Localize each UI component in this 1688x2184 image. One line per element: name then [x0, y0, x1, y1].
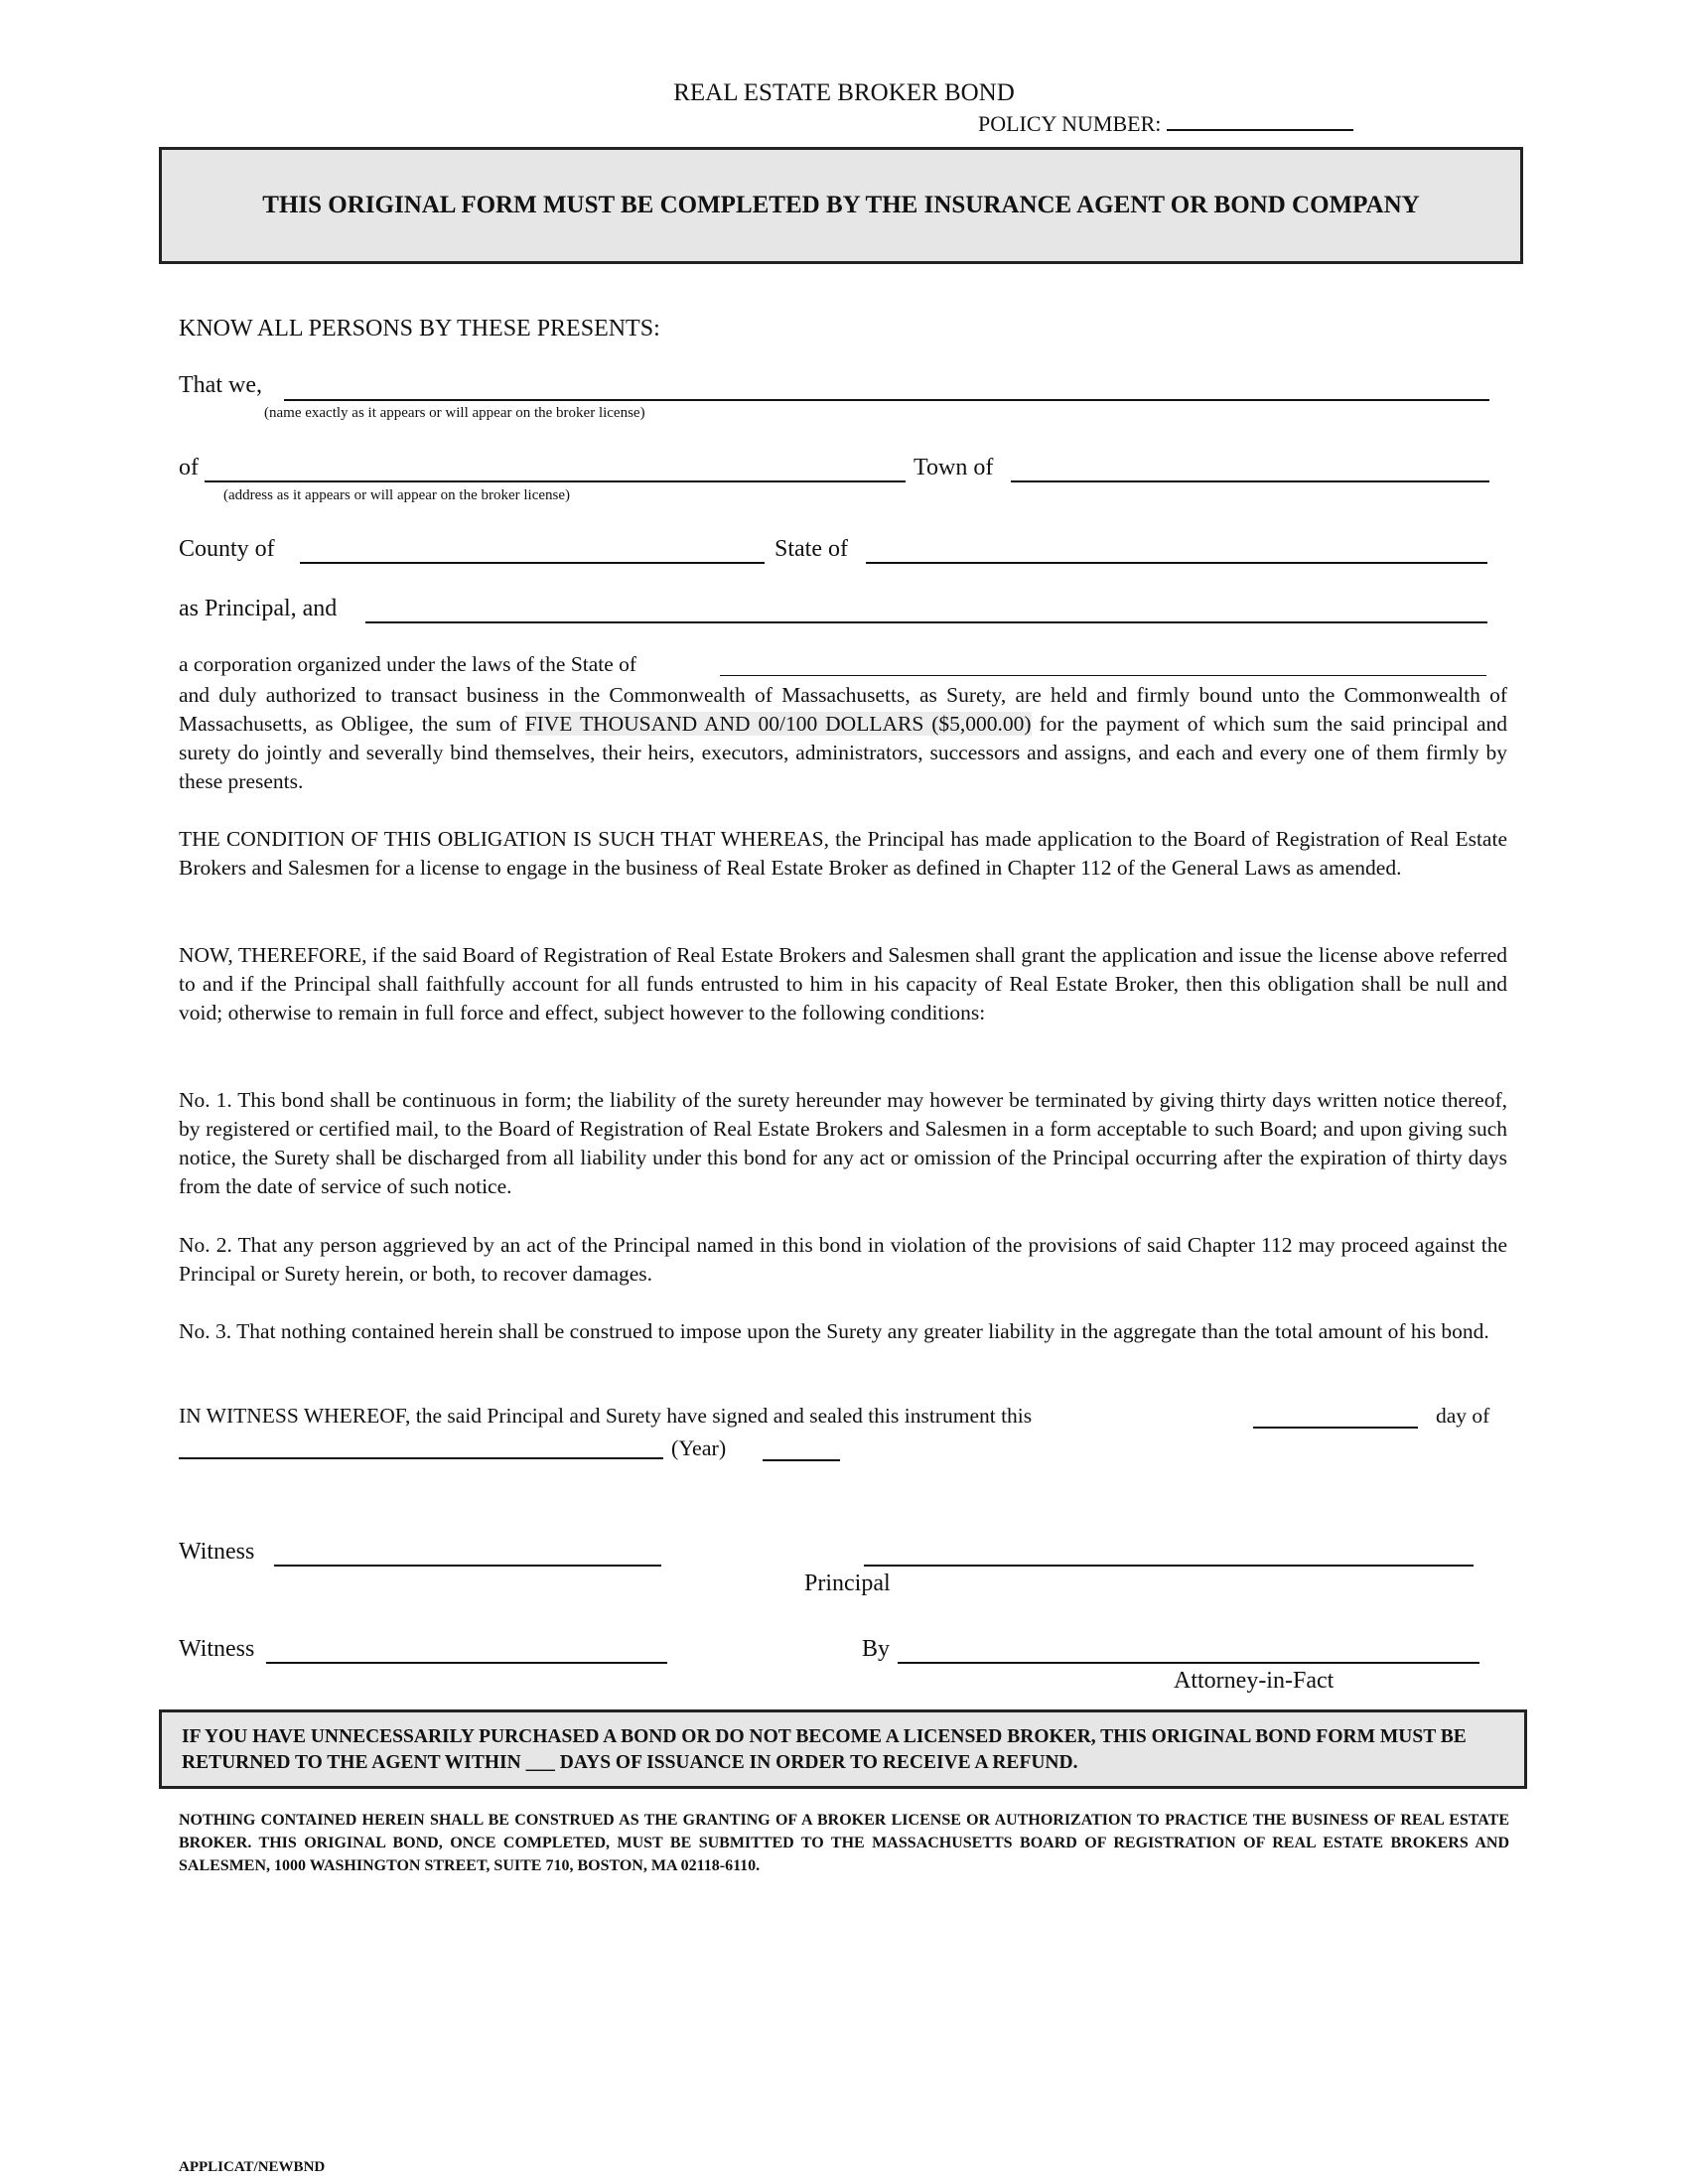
corp-line-label: a corporation organized under the laws of the State of — [179, 652, 637, 676]
refund-notice-box — [159, 1709, 1527, 1789]
obligation-text-b: for the payment of which sum the said principal and surety do jointly and severally bind themselves, their heirs, executors, administrators, successors and assigns, and each and every one of them firmly by these presents. — [179, 712, 1508, 793]
policy-number-field[interactable] — [1167, 109, 1353, 131]
county-field[interactable] — [300, 540, 765, 564]
day-field[interactable] — [1253, 1407, 1418, 1429]
policy-number-label: POLICY NUMBER: — [978, 111, 1162, 136]
witness1-label: Witness — [179, 1539, 255, 1565]
paragraph-now-therefore: NOW, THEREFORE, if the said Board of Registration of Real Estate Brokers and Salesmen shall grant the application and issue the license above referred to and if the Principal shall faithfully account for all funds entrusted to him in his capacity of Real Estate Broker, then this obligation shall be null and void; otherwise to remain in full force and effect, subject however to the following conditions: — [179, 943, 1507, 1024]
attorney-label: Attorney-in-Fact — [1174, 1668, 1335, 1694]
refund-text-a: IF YOU HAVE UNNECESSARILY PURCHASED A BOND OR DO NOT BECOME A LICENSED BROKER, THIS ORIGINAL BOND FORM MUST BE RETURNED TO THE AGENT WITHIN — [182, 1726, 1467, 1773]
witness1-signature-field[interactable] — [274, 1543, 661, 1567]
of-hint: (address as it appears or will appear on the broker license) — [223, 487, 571, 503]
that-we-hint: (name exactly as it appears or will appear on the broker license) — [264, 405, 645, 421]
condition-no2: No. 2. That any person aggrieved by an act of the Principal named in this bond in violation of the provisions of said Chapter 112 may proceed against the Principal or Surety herein, or both, to recover damages. — [179, 1233, 1507, 1286]
state-field[interactable] — [866, 540, 1487, 564]
principal-name-field[interactable] — [284, 377, 1489, 401]
address-field[interactable] — [205, 459, 906, 482]
top-notice-text: THIS ORIGINAL FORM MUST BE COMPLETED BY THE INSURANCE AGENT OR BOND COMPANY — [262, 192, 1420, 218]
state-label: State of — [774, 536, 848, 562]
refund-days-blank[interactable]: ___ — [525, 1752, 555, 1773]
day-of-label: day of — [1436, 1404, 1490, 1428]
witness2-signature-field[interactable] — [266, 1640, 667, 1664]
corp-state-field[interactable] — [720, 655, 1486, 676]
county-label: County of — [179, 536, 275, 562]
document-title: REAL ESTATE BROKER BOND — [673, 79, 1015, 106]
month-field[interactable] — [179, 1437, 663, 1459]
of-label: of — [179, 455, 199, 480]
principal-signature-field[interactable] — [864, 1543, 1474, 1567]
year-field[interactable] — [763, 1439, 840, 1461]
principal-label: as Principal, and — [179, 596, 338, 621]
know-all-heading: KNOW ALL PERSONS BY THESE PRESENTS: — [179, 316, 660, 341]
form-code: APPLICAT/NEWBND — [179, 2159, 326, 2175]
paragraph-obligation — [179, 681, 1507, 796]
town-label: Town of — [914, 455, 994, 480]
refund-text-b: DAYS OF ISSUANCE IN ORDER TO RECEIVE A REFUND. — [559, 1752, 1078, 1773]
town-field[interactable] — [1011, 459, 1489, 482]
attorney-signature-field[interactable] — [898, 1640, 1479, 1664]
by-label: By — [862, 1636, 891, 1662]
condition-no1: No. 1. This bond shall be continuous in form; the liability of the surety hereunder may however be terminated by giving thirty days written notice thereof, by registered or certified mail, to the Board of Registration of Real Estate Brokers and Salesmen in a form acceptable to such Board; and upon giving such notice, the Surety shall be discharged from all liability under this bond for any act or omission of the Principal occurring after the expiration of thirty days from the date of service of such notice. — [179, 1088, 1507, 1198]
bond-amount: FIVE THOUSAND AND 00/100 DOLLARS ($5,000.00) — [524, 712, 1032, 736]
policy-number — [978, 109, 1353, 137]
principal-signature-label: Principal — [804, 1570, 891, 1596]
surety-name-field[interactable] — [365, 600, 1487, 623]
witness2-label: Witness — [179, 1636, 255, 1662]
condition-no3: No. 3. That nothing contained herein shall be construed to impose upon the Surety any greater liability in the aggregate than the total amount of his bond. — [179, 1319, 1489, 1343]
that-we-label: That we, — [179, 372, 262, 398]
year-label: (Year) — [671, 1435, 727, 1460]
paragraph-condition: THE CONDITION OF THIS OBLIGATION IS SUCH THAT WHEREAS, the Principal has made application to the Board of Registration of Real Estate Brokers and Salesmen for a license to engage in the business of Real Estate Broker as defined in Chapter 112 of the General Laws as amended. — [179, 827, 1507, 880]
witness-clause: IN WITNESS WHEREOF, the said Principal and Surety have signed and sealed this instrument this — [179, 1404, 1033, 1428]
top-notice-box — [159, 147, 1523, 264]
footer-notice: NOTHING CONTAINED HEREIN SHALL BE CONSTRUED AS THE GRANTING OF A BROKER LICENSE OR AUTHORIZATION TO PRACTICE THE BUSINESS OF REAL ESTATE BROKER. THIS ORIGINAL BOND, ONCE COMPLETED, MUST BE SUBMITTED TO THE MASSACHUSETTS BOARD OF REGISTRATION OF REAL ESTATE BROKERS AND SALESMEN, 1000 WASHINGTON STREET, SUITE 710, BOSTON, MA 02118-6110. — [179, 1812, 1509, 1874]
obligation-text-a: and duly authorized to transact business in the Commonwealth of Massachusetts, as Surety, are held and firmly bound unto the Commonwealth of Massachusetts, as Obligee, the sum of — [179, 683, 1507, 736]
